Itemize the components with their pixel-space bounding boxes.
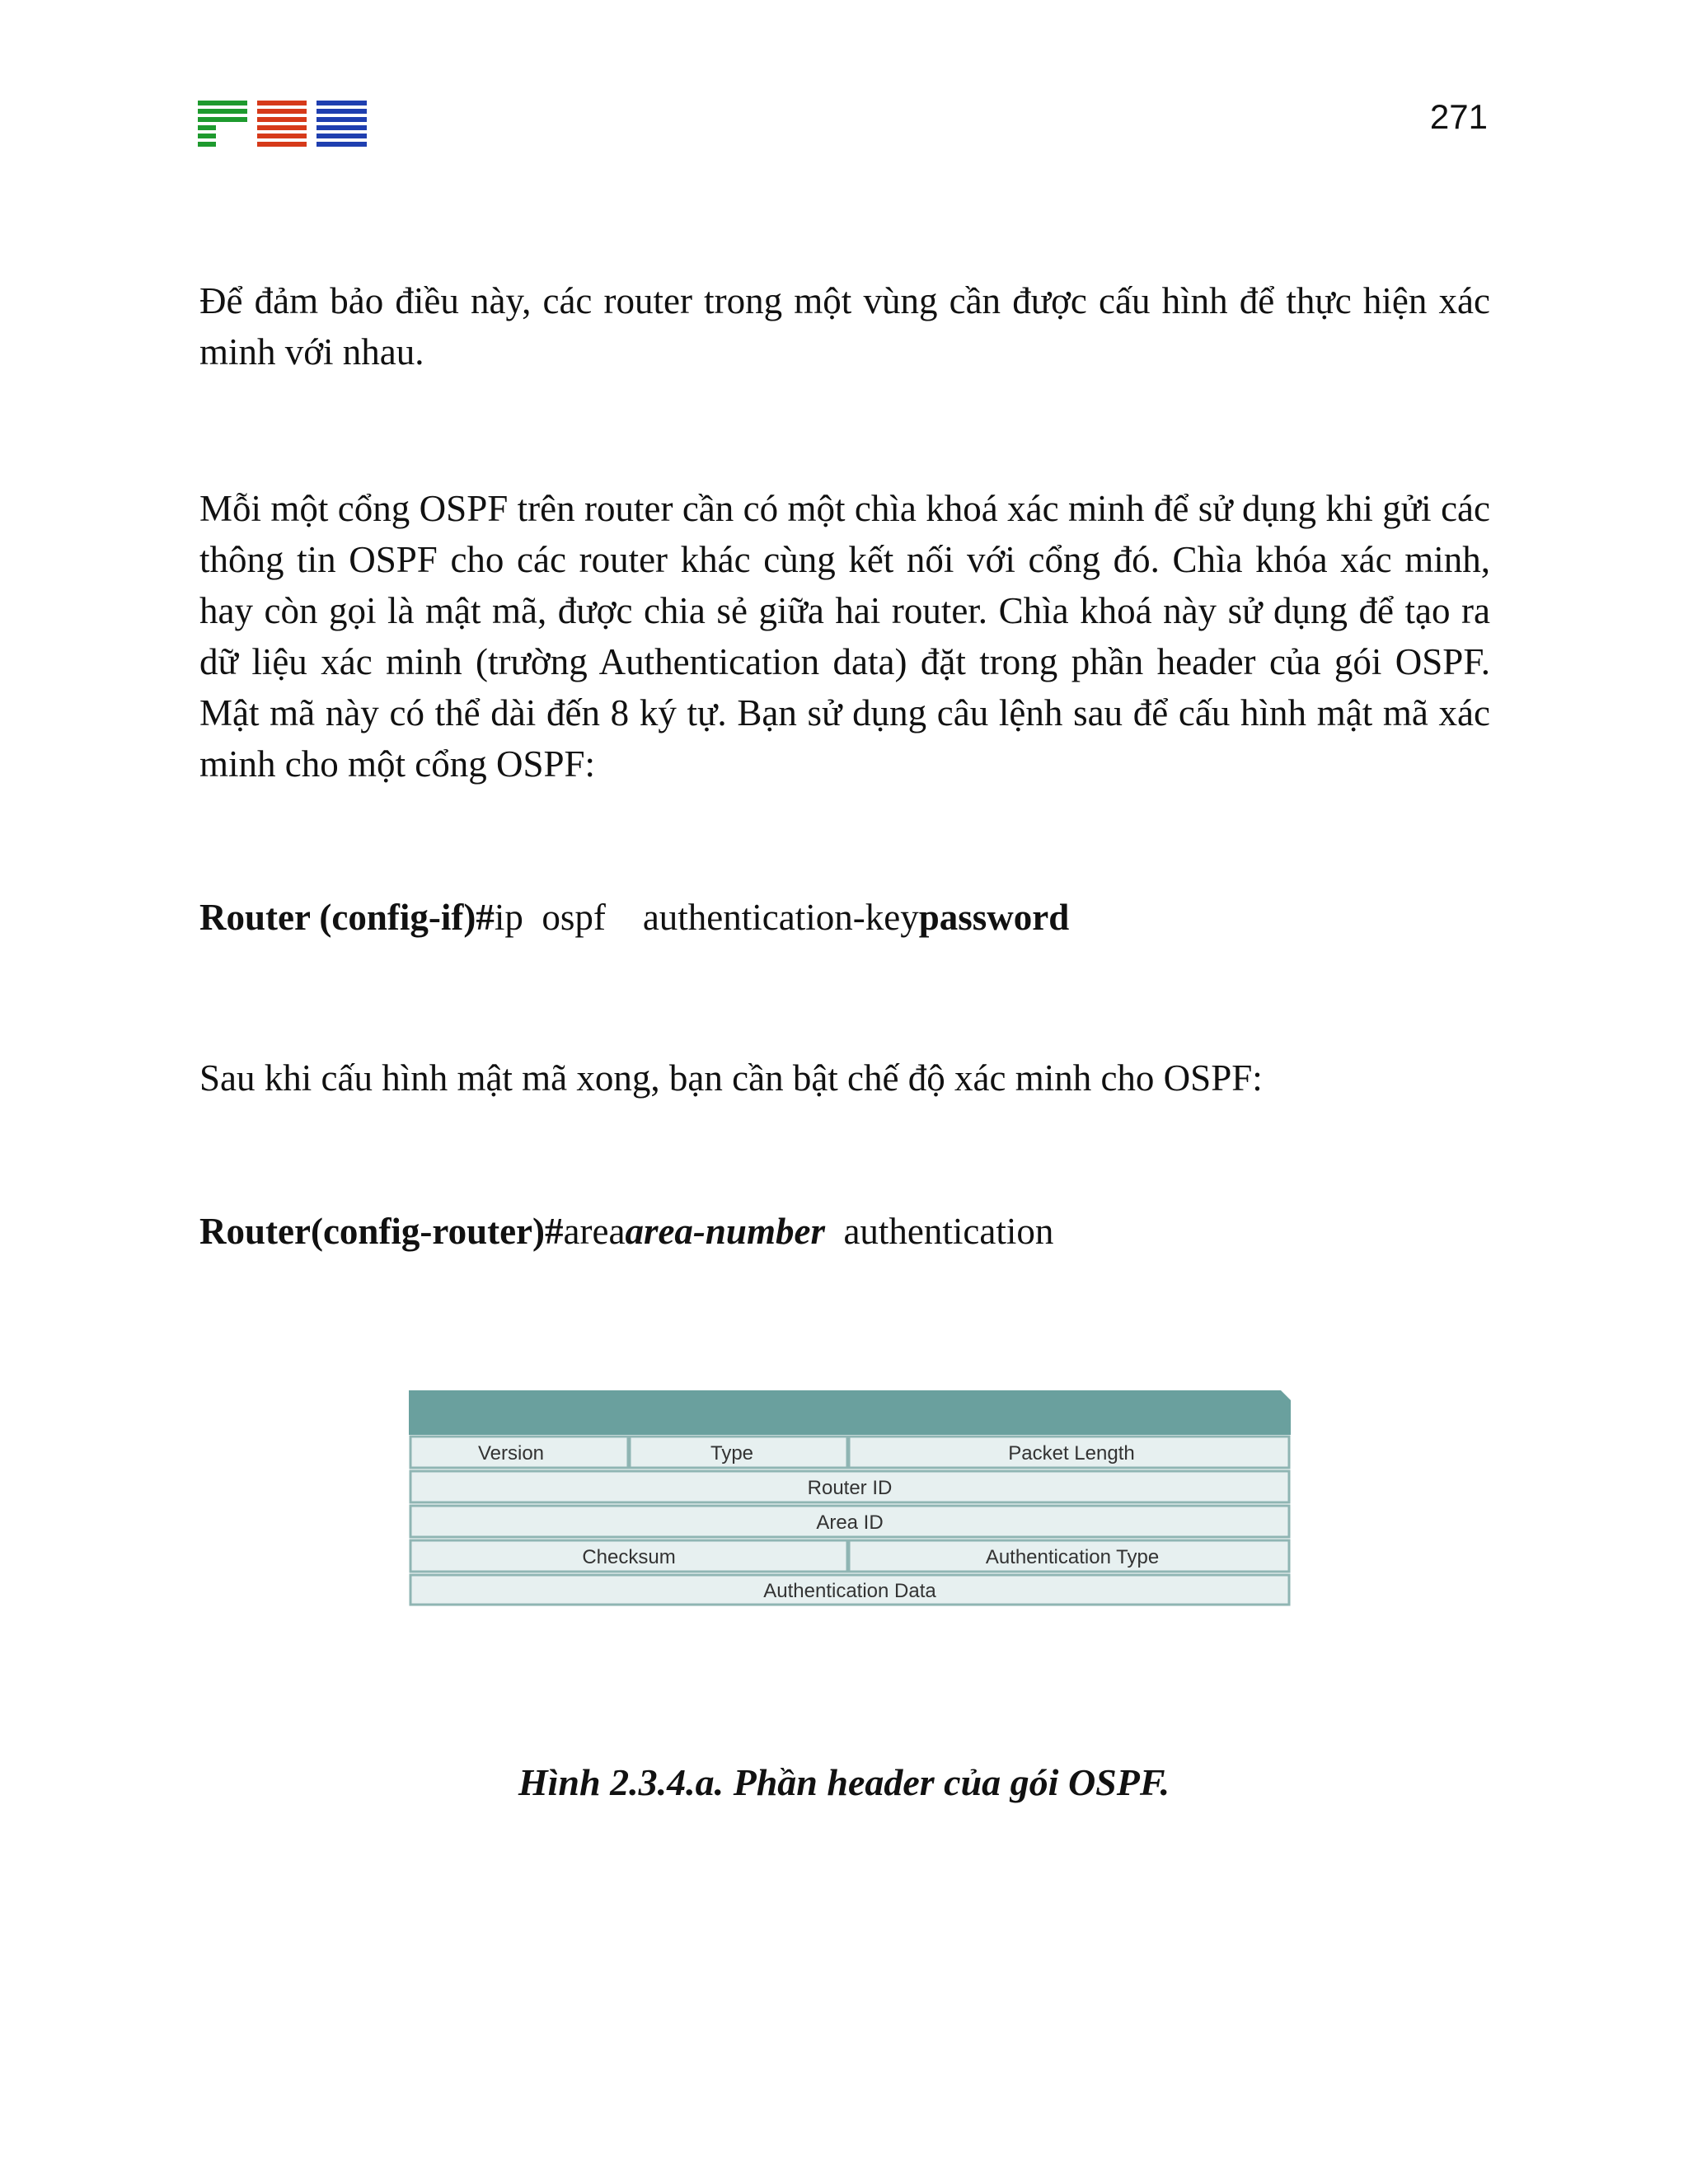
command-argument: password	[918, 897, 1070, 938]
command-prompt: Router (config-if)#	[199, 897, 495, 938]
command-text: area	[563, 1211, 626, 1252]
command-text: ip ospf authentication-key	[494, 897, 919, 938]
paragraph-intro: Để đảm bảo điều này, các router trong một vùng cần được cấu hình để thực hiện xác minh với nhau.	[199, 280, 1490, 373]
label-packet-length: Packet Length	[1008, 1442, 1135, 1465]
logo-letter-h	[316, 101, 367, 147]
command-argument: area-number	[625, 1211, 825, 1252]
label-version: Version	[477, 1442, 545, 1465]
label-router-id: Router ID	[807, 1477, 893, 1499]
ospf-header-diagram	[409, 1390, 1291, 1606]
pnh-logo	[198, 101, 367, 147]
paragraph-enable-auth: Sau khi cấu hình mật mã xong, bạn cần bật chế độ xác minh cho OSPF:	[199, 1057, 1263, 1099]
page-number: 271	[1429, 97, 1488, 136]
label-type: Type	[710, 1442, 754, 1465]
figure-caption: Hình 2.3.4.a. Phần header của gói OSPF.	[518, 1761, 1170, 1803]
logo-letter-p	[198, 101, 247, 147]
label-checksum: Checksum	[582, 1546, 676, 1568]
paragraph-authentication-key: Mỗi một cổng OSPF trên router cần có một chìa khoá xác minh để sử dụng khi gửi các thông tin OSPF cho các router khác cùng kết nối với cổng đó. Chìa khóa xác minh, hay còn gọi là mật mã, được chia sẻ giữa hai router. Chìa khoá này sử dụng để tạo ra dữ liệu xác minh (trường Authentication data) đặt trong phần header của gói OSPF. Mật mã này có thể dài đến 8 ký tự. Bạn sử dụng câu lệnh sau để cấu hình mật mã xác minh cho một cổng OSPF:	[199, 488, 1490, 785]
logo-letter-n	[257, 101, 307, 147]
label-authentication-type: Authentication Type	[985, 1546, 1160, 1568]
command-authentication-key	[199, 896, 1069, 939]
command-area-authentication	[199, 1210, 1053, 1253]
label-authentication-data: Authentication Data	[763, 1580, 936, 1602]
label-area-id: Area ID	[816, 1511, 884, 1534]
command-suffix: authentication	[824, 1211, 1054, 1252]
command-prompt: Router(config-router)#	[199, 1211, 564, 1252]
diagram-header-bar	[409, 1390, 1291, 1435]
